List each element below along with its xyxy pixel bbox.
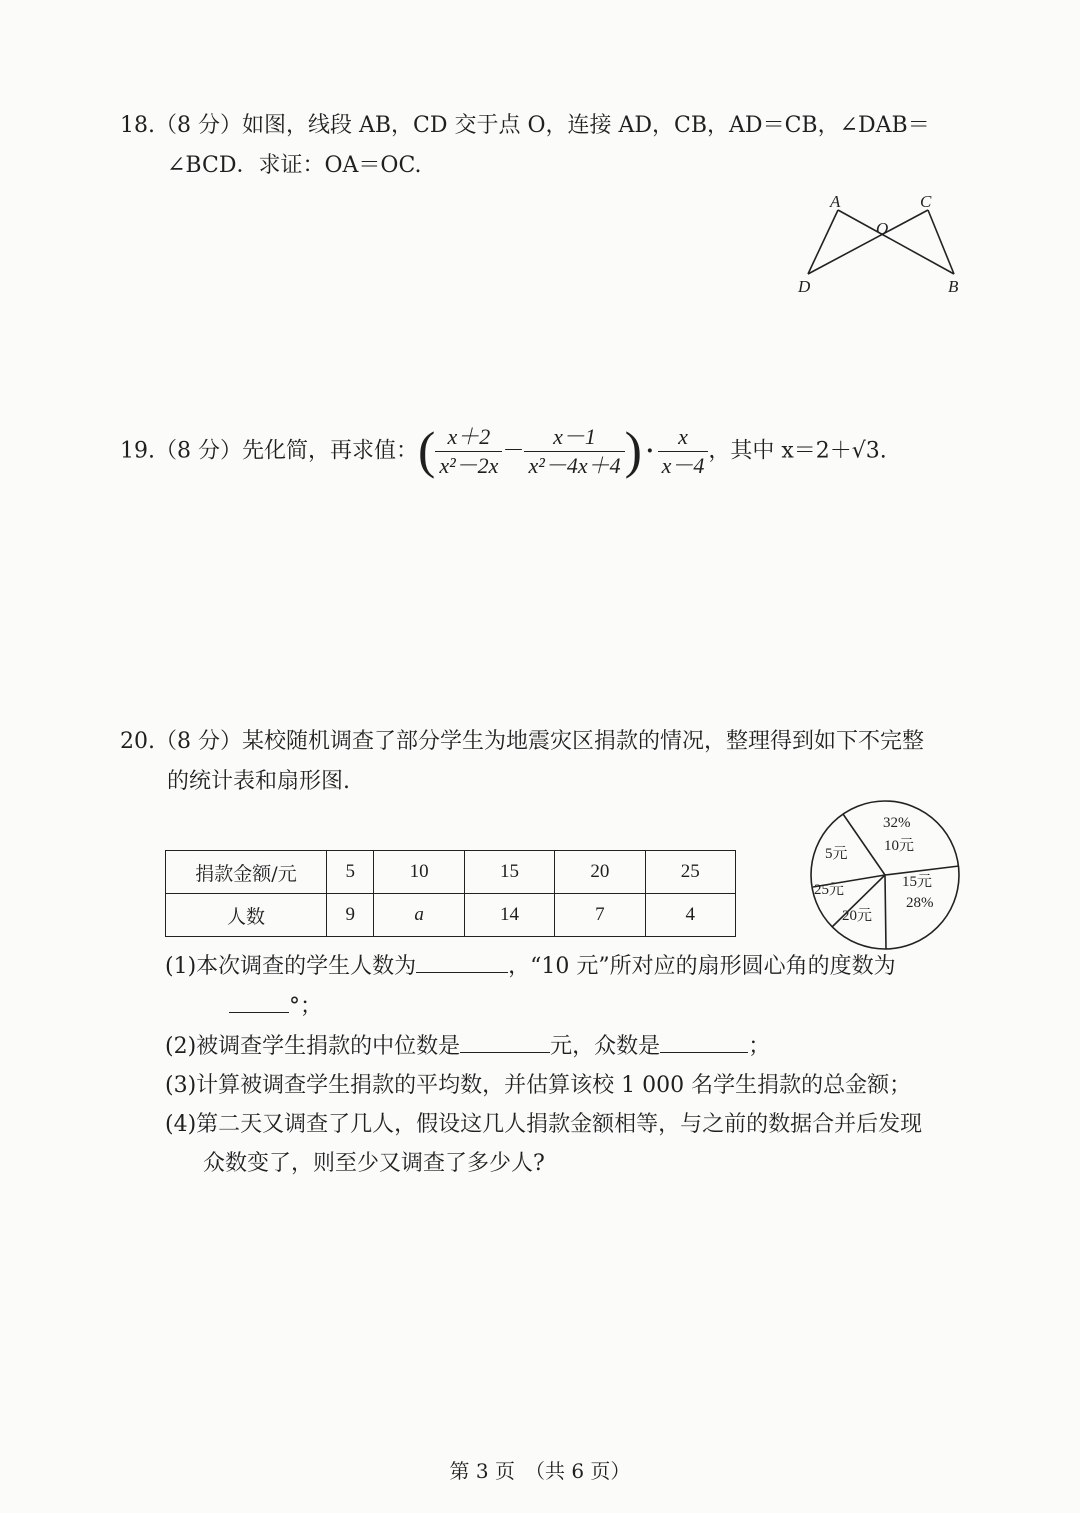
table-header-amount: 捐款金额/元 — [166, 851, 327, 894]
table-cell: 5 — [327, 851, 374, 894]
segment-CB — [928, 210, 954, 274]
q20-subquestions — [165, 946, 985, 1183]
answer-blank-median[interactable] — [460, 1026, 550, 1053]
donation-table — [165, 850, 736, 937]
pie-label-10-percent: 32% — [883, 815, 911, 831]
table-cell: 7 — [555, 894, 645, 937]
table-cell: a — [374, 894, 464, 937]
table-row — [166, 851, 736, 894]
table-cell: 14 — [464, 894, 554, 937]
label-B: B — [948, 277, 959, 296]
q19-prefix: 19.（8 分）先化简，再求值： — [120, 438, 418, 464]
q18-figure — [790, 188, 970, 298]
table-cell: 15 — [464, 851, 554, 894]
sub1-text-b: ，“10 元”所对应的扇形圆心角的度数为 — [508, 954, 896, 979]
question-18 — [120, 106, 980, 186]
fraction-2 — [524, 423, 624, 480]
sub-question-4: (4)第二天又调查了几人，假设这几人捐款金额相等，与之前的数据合并后发现 — [165, 1112, 923, 1137]
pie-label-20: 20元 — [842, 908, 873, 924]
label-O: O — [876, 219, 889, 238]
label-D: D — [798, 277, 811, 296]
fraction-3-numerator: x — [658, 423, 709, 452]
label-A: A — [830, 192, 841, 211]
segment-AB — [838, 210, 954, 274]
sub2-text-b: 元，众数是 — [550, 1034, 661, 1059]
q18-line2: ∠BCD．求证：OA＝OC. — [167, 153, 422, 178]
table-cell: 20 — [555, 851, 645, 894]
pie-divider — [885, 875, 886, 949]
sub-question-2 — [165, 1026, 985, 1066]
sub1-text-a: (1)本次调查的学生人数为 — [165, 954, 417, 979]
q18-line1: 18.（8 分）如图，线段 AB，CD 交于点 O，连接 AD，CB，AD＝CB，∠DAB＝ — [120, 113, 930, 138]
sub-question-1 — [165, 946, 985, 986]
sub2-text-a: (2)被调查学生捐款的中位数是 — [165, 1034, 461, 1059]
question-19 — [120, 423, 1000, 480]
segment-AD — [808, 210, 838, 274]
dot-operator: · — [645, 437, 654, 464]
answer-blank-student-count[interactable] — [416, 946, 508, 973]
q19-suffix: ，其中 x＝2＋√3. — [708, 438, 887, 464]
segment-CD — [808, 210, 928, 274]
table-header-count: 人数 — [166, 894, 327, 937]
pie-label-10: 10元 — [884, 838, 915, 854]
fraction-3 — [658, 423, 709, 480]
q20-line2: 的统计表和扇形图. — [167, 769, 350, 794]
pie-label-5: 5元 — [825, 846, 848, 862]
table-cell: 25 — [645, 851, 735, 894]
fraction-1-numerator: x＋2 — [435, 423, 502, 452]
table-cell: 10 — [374, 851, 464, 894]
left-paren: ( — [417, 422, 436, 480]
pie-label-25: 25元 — [814, 882, 845, 898]
answer-blank-mode[interactable] — [660, 1026, 748, 1053]
sub-question-3: (3)计算被调查学生捐款的平均数，并估算该校 1 000 名学生捐款的总金额； — [165, 1073, 912, 1098]
right-paren: ) — [624, 422, 642, 480]
pie-chart — [800, 790, 970, 960]
fraction-2-denominator: x²－4x＋4 — [528, 453, 621, 478]
table-cell: 9 — [327, 894, 374, 937]
minus-sign: － — [502, 438, 525, 464]
pie-label-15-percent: 28% — [906, 895, 934, 911]
fraction-3-denominator: x－4 — [661, 453, 705, 478]
label-C: C — [920, 192, 932, 211]
sub1-text-c: °； — [289, 994, 323, 1019]
table-cell: 4 — [645, 894, 735, 937]
sub2-text-c: ； — [748, 1034, 771, 1059]
fraction-1 — [435, 423, 502, 480]
table-row — [166, 894, 736, 937]
q20-line1: 20.（8 分）某校随机调查了部分学生为地震灾区捐款的情况，整理得到如下不完整 — [120, 729, 924, 754]
pie-divider — [843, 814, 885, 875]
page-footer: 第 3 页 （共 6 页） — [449, 1459, 631, 1483]
pie-label-15: 15元 — [902, 874, 933, 890]
fraction-1-denominator: x²－2x — [439, 453, 499, 478]
sub-question-4-cont: 众数变了，则至少又调查了多少人? — [203, 1151, 545, 1176]
sub-question-1-cont — [165, 986, 985, 1026]
fraction-2-numerator: x－1 — [524, 423, 624, 452]
answer-blank-angle[interactable] — [229, 986, 289, 1013]
